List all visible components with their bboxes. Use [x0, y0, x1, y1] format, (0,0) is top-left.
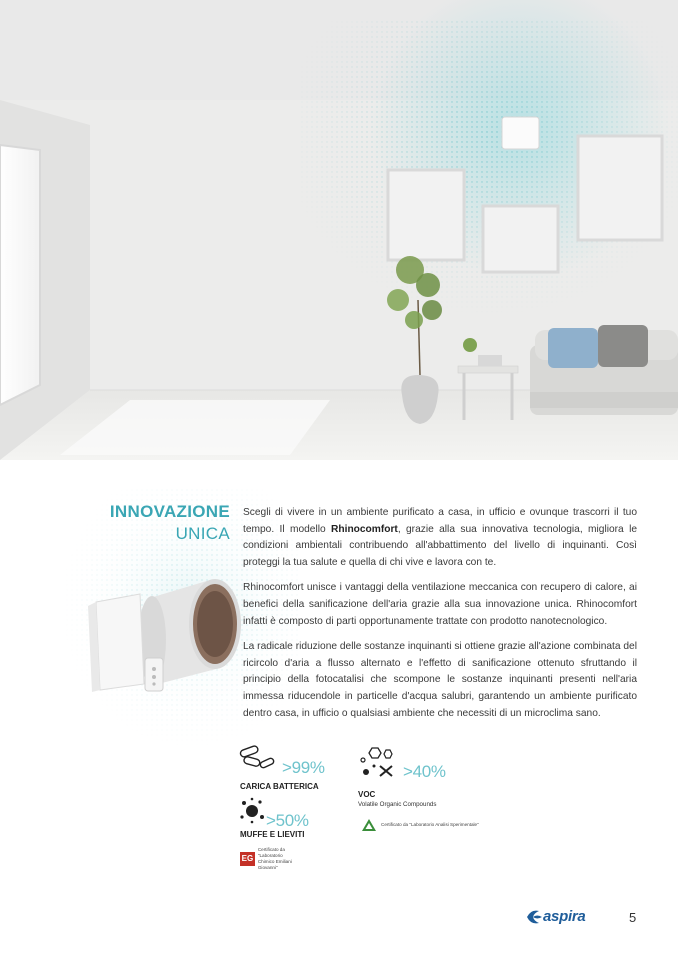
mold-cert-line-2: Chimico Emiliani Giovanni" [257, 859, 292, 870]
paragraph-2: Rhinocomfort unisce i vantaggi della ventilazione meccanica con recupero di calore, ai benefici della sanificazione dell'aria grazie alla sua innovazione unica. Rhinocomfort infatti è composto di parti opportunamente trattate con prodotto nanotecnologico. [243, 582, 637, 627]
bacteria-percent: >99% [282, 758, 325, 777]
lab-triangle-logo [361, 818, 377, 832]
voc-subtitle: Volatile Organic Compounds [358, 801, 437, 808]
mold-icon [238, 795, 268, 825]
bacteria-label: CARICA BATTERICA [240, 782, 319, 791]
aspira-logo-icon [525, 909, 543, 925]
stat-mold [238, 795, 309, 870]
section-heading [110, 501, 230, 545]
molecule-icon [358, 746, 396, 780]
p1-product-name: Rhinocomfort [331, 523, 398, 535]
paragraph-3: La radicale riduzione delle sostanze inquinanti si ottiene grazie all'azione combinata del ricircolo d'aria a flusso alternato e l'effetto di sanificazione ottenuto sfruttando il principio della fotocatalisi che scompone le sostanze inquinanti presenti nell'aria immessa riducendole in particelle d'acqua salubri, garantendo un ambiente purificato dentro casa, in ufficio o qualsiasi ambiente che necessiti di un microclima sano. [243, 641, 637, 719]
bacteria-icon [238, 744, 280, 774]
brand-name: aspira [543, 908, 586, 925]
heading-line-2: UNICA [175, 524, 230, 543]
aspira-logo [525, 908, 585, 925]
stat-bacteria [238, 744, 325, 791]
voc-label: VOC [358, 790, 376, 799]
mold-cert-line-1: Certificato da "Laboratorio [257, 847, 285, 858]
mold-label: MUFFE E LIEVITI [240, 830, 305, 839]
stat-voc [358, 746, 479, 827]
hero-room-image [0, 0, 678, 460]
voc-cert-text: Certificato da "Laboratorio Analisi Sperimentale" [381, 822, 479, 827]
voc-certification [361, 818, 491, 832]
mold-percent: >50% [266, 811, 309, 830]
page-number: 5 [629, 910, 637, 925]
p1-text-b: , grazie alla sua innovativa tecnologia, migliora le condizioni ambientali contribuendo all'abbattimento del livello di inquinanti. Così proteggi la tua salute e quella di chi vive e lavora con te. [243, 523, 638, 568]
mold-certification [240, 847, 292, 871]
paragraph-1 [243, 505, 637, 571]
lab-logo: EG [240, 852, 255, 866]
body-text [243, 505, 637, 731]
p1-text-a: Scegli di vivere in un ambiente purificato a casa, in ufficio e ovunque trascorri il tuo tempo. Il modello [243, 507, 637, 535]
heading-line-1: INNOVAZIONE [109, 502, 230, 521]
voc-percent: >40% [403, 762, 446, 781]
